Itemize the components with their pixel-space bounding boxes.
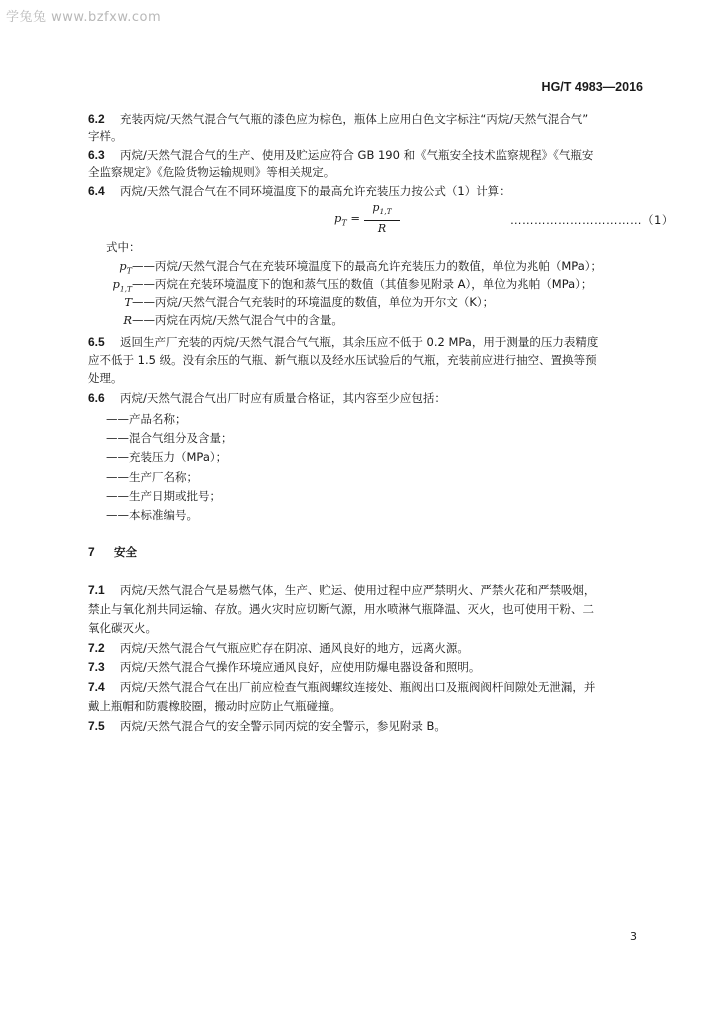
clause-number: 6.6 — [88, 391, 105, 405]
clause-7-2 — [88, 641, 469, 655]
formula-fraction — [364, 201, 400, 236]
watermark: 学兔兔 www.bzfxw.com — [6, 10, 162, 25]
formula-numerator: $p_{1,T}$ — [372, 201, 392, 217]
standard-code: HG/T 4983—2016 — [541, 80, 643, 94]
clause-6-2-line-2: 字样。 — [88, 129, 123, 143]
clause-7-3 — [88, 660, 480, 674]
clause-7-5 — [88, 719, 446, 733]
clause-text: 丙烷/天然气混合气在出厂前应检查气瓶阀螺纹连接处、瓶阀出口及瓶阀阀杆间隙处无泄漏，并 — [120, 680, 596, 694]
where-item: $p_T——$丙烷/天然气混合气在充装环境温度下的最高允许充装压力的数值，单位为兆帕（MPa）； — [119, 259, 603, 276]
clause-number: 6.5 — [88, 335, 105, 349]
clause-number: 7.4 — [88, 680, 105, 694]
list-item: ——产品名称； — [106, 412, 187, 426]
section-number: 7 — [88, 545, 95, 559]
clause-text: 丙烷/天然气混合气的安全警示同丙烷的安全警示，参见附录 B。 — [120, 719, 446, 733]
clause-text: 返回生产厂充装的丙烷/天然气混合气气瓶，其余压应不低于 0.2 MPa，用于测量的压力表精度 — [120, 335, 599, 349]
where-intro: 式中： — [106, 240, 141, 254]
clause-6-5-line-3: 处理。 — [88, 371, 123, 385]
page-number: 3 — [630, 930, 637, 943]
clause-text: 丙烷/天然气混合气操作环境应通风良好，应使用防爆电器设备和照明。 — [120, 660, 481, 674]
clause-7-4-line-2: 戴上瓶帽和防震橡胶圈，搬动时应防止气瓶碰撞。 — [88, 699, 341, 713]
where-item: R——丙烷在丙烷/天然气混合气中的含量。 — [123, 313, 343, 327]
clause-text: 丙烷/天然气混合气的生产、使用及贮运应符合 GB 190 和《气瓶安全技术监察规程》《气瓶安 — [120, 148, 594, 162]
clause-text: 丙烷/天然气混合气在不同环境温度下的最高允许充装压力按公式（1）计算： — [120, 184, 511, 198]
clause-number: 7.5 — [88, 719, 105, 733]
clause-text: 充装丙烷/天然气混合气气瓶的漆色应为棕色，瓶体上应用白色文字标注“丙烷/天然气混合气” — [120, 112, 589, 126]
where-item: $p_{1,T}——$丙烷在充装环境温度下的饱和蒸气压的数值（其值参见附录 A），单位为兆帕（MPa）； — [112, 277, 593, 294]
list-item: ——混合气组分及含量； — [106, 431, 233, 445]
clause-number: 7.1 — [88, 583, 105, 597]
clause-7-1-line-3: 氧化碳灭火。 — [88, 621, 157, 635]
clause-6-3-line-1 — [88, 148, 593, 162]
clause-text: 丙烷/天然气混合气是易燃气体，生产、贮运、使用过程中应严禁明火、严禁火花和严禁吸烟， — [120, 583, 596, 597]
clause-number: 6.3 — [88, 148, 105, 162]
clause-6-4-line-1 — [88, 184, 511, 198]
clause-6-2-line-1 — [88, 112, 588, 126]
clause-number: 7.2 — [88, 641, 105, 655]
formula-denominator: R — [377, 222, 387, 236]
clause-6-5-line-2: 应不低于 1.5 级。没有余压的气瓶、新气瓶以及经水压试验后的气瓶，充装前应进行抽空、置换等预 — [88, 353, 597, 367]
clause-number: 6.4 — [88, 184, 105, 198]
section-title: 安全 — [114, 545, 137, 559]
where-item: T——丙烷/天然气混合气充装时的环境温度的数值，单位为开尔文（K）； — [124, 295, 495, 309]
equation-number: ……………………………（1） — [510, 213, 674, 227]
list-item: ——充装压力（MPa）； — [106, 450, 228, 464]
clause-7-4-line-1 — [88, 680, 595, 694]
formula-lhs: $p_T$ = — [334, 211, 361, 228]
clause-6-5-line-1 — [88, 335, 598, 349]
clause-6-6-line-1 — [88, 391, 446, 405]
clause-text: 丙烷/天然气混合气气瓶应贮存在阴凉、通风良好的地方，远离火源。 — [120, 641, 469, 655]
clause-6-3-line-2: 全监察规定》《危险货物运输规则》等相关规定。 — [88, 165, 336, 179]
clause-7-1-line-2: 禁止与氧化剂共同运输、存放。遇火灾时应切断气源，用水喷淋气瓶降温、灭火，也可使用干粉、二 — [88, 602, 594, 616]
clause-number: 7.3 — [88, 660, 105, 674]
clause-7-1-line-1 — [88, 583, 595, 597]
list-item: ——生产日期或批号； — [106, 489, 221, 503]
fraction-bar — [364, 220, 400, 221]
list-item: ——生产厂名称； — [106, 470, 198, 484]
list-item: ——本标准编号。 — [106, 508, 198, 522]
clause-number: 6.2 — [88, 112, 105, 126]
clause-text: 丙烷/天然气混合气出厂时应有质量合格证，其内容至少应包括： — [120, 391, 446, 405]
section-7-heading — [88, 545, 137, 559]
